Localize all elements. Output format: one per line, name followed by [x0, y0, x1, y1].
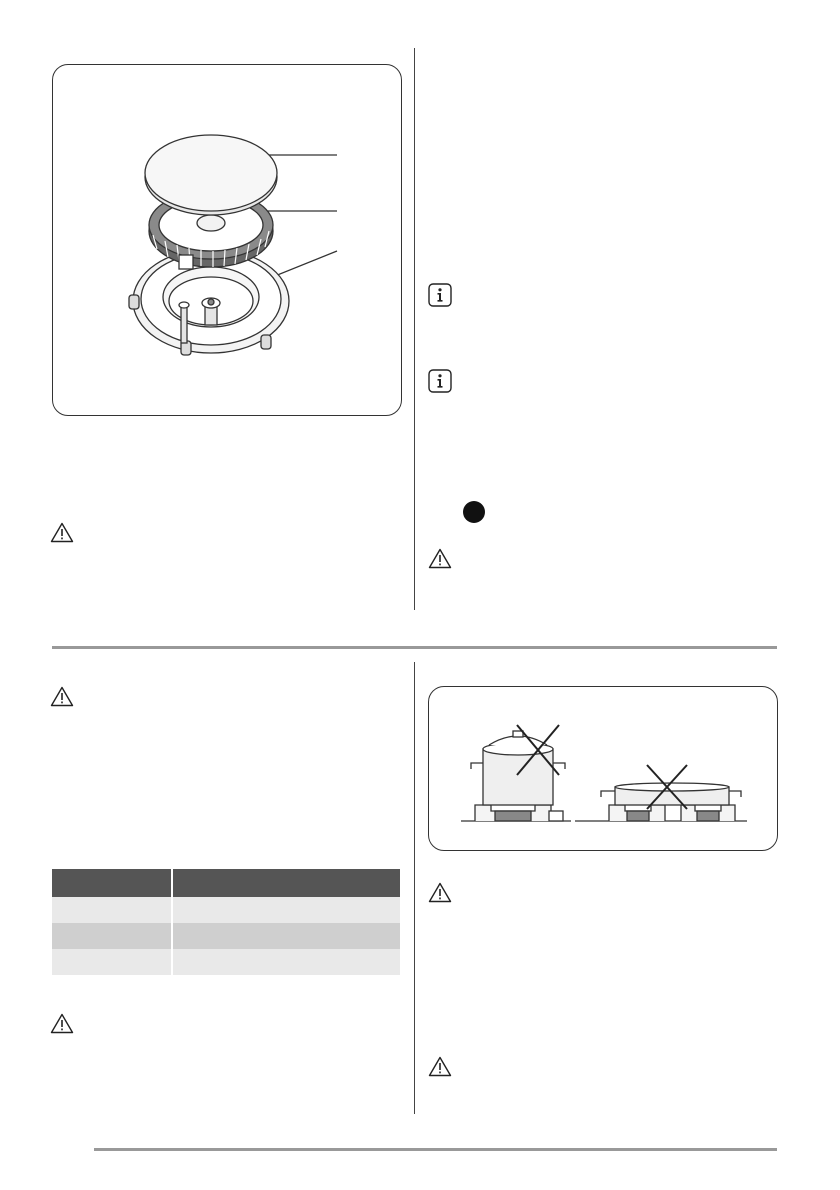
pan-size-table	[52, 869, 400, 975]
tall-pot	[461, 731, 571, 821]
wrong-pan-figure	[428, 686, 778, 851]
warning-triangle-icon	[50, 522, 74, 543]
table-cell	[52, 897, 172, 923]
table-header-cell	[172, 869, 400, 897]
table-cell	[172, 897, 400, 923]
column-divider-bottom	[414, 662, 415, 1114]
table-row	[52, 897, 400, 923]
warning-triangle-icon	[50, 686, 74, 707]
warning-triangle-icon	[428, 882, 452, 903]
table-cell	[52, 949, 172, 975]
info-icon	[428, 283, 452, 307]
table-row	[52, 949, 400, 975]
wrong-pan-illustration	[429, 687, 779, 852]
footer-rule	[94, 1148, 777, 1151]
column-divider-top	[414, 48, 415, 610]
section-separator	[52, 646, 777, 649]
table-cell	[52, 923, 172, 949]
warning-triangle-icon	[428, 1056, 452, 1077]
burner-cap	[145, 135, 277, 215]
info-icon	[428, 369, 452, 393]
table-header-cell	[52, 869, 172, 897]
warning-triangle-icon	[428, 548, 452, 569]
black-circle-bullet	[463, 501, 485, 523]
burner-figure	[52, 64, 402, 416]
table-cell	[172, 923, 400, 949]
table-header-row	[52, 869, 400, 897]
wide-pan	[575, 783, 747, 821]
warning-triangle-icon	[50, 1013, 74, 1034]
table-row	[52, 923, 400, 949]
table-cell	[172, 949, 400, 975]
burner-exploded-illustration	[53, 65, 403, 417]
